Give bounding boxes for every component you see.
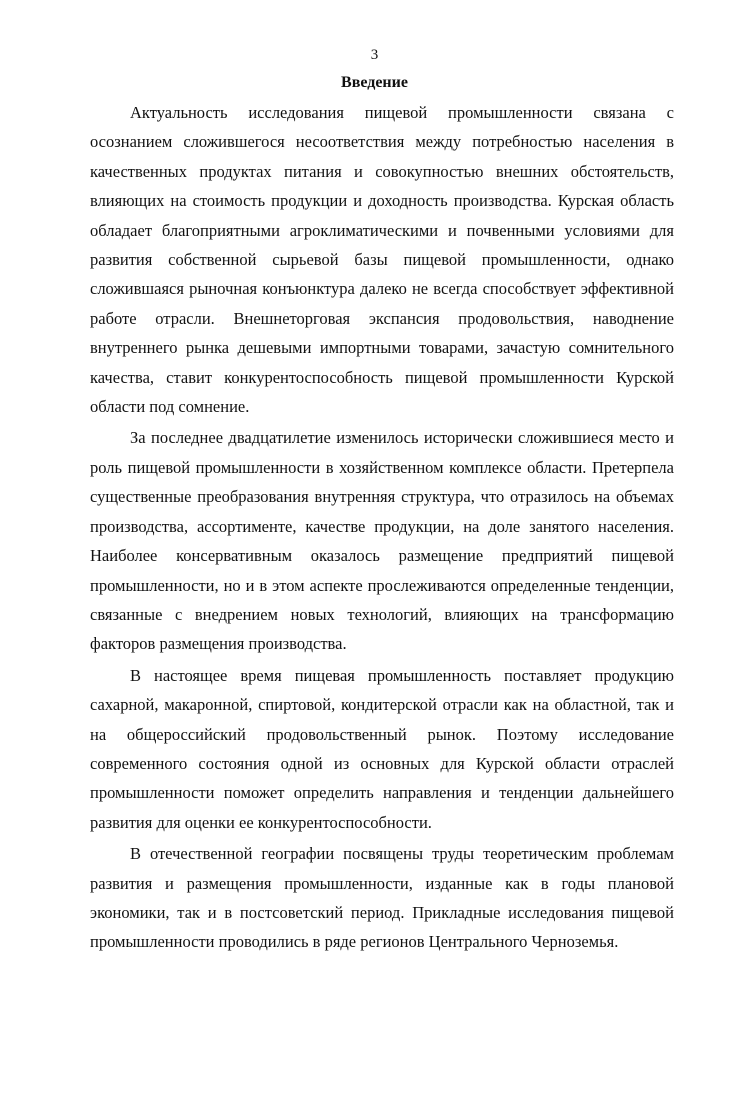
- paragraph: В отечественной географии посвящены труды теоретическим проблемам развития и размещения промышленности, изданные как в годы плановой экономики, так и в постсоветский период. Прикладные исследования пищевой промышленности проводились в ряде регионов Центрального Черноземья.: [90, 844, 674, 952]
- section-heading: Введение: [341, 74, 408, 91]
- paragraph: В настоящее время пищевая промышленность поставляет продукцию сахарной, макаронной, спиртовой, кондитерской отрасли как на областной, так и на общероссийский продовольственный рынок. Поэтому исследование современного состояния одной из основных для Курской области отраслей промышленности поможет определить направления и тенденции дальнейшего развития для оценки ее конкурентоспособности.: [90, 665, 674, 832]
- paragraph: Актуальность исследования пищевой промышленности связана с осознанием сложившегося несоответствия между потребностью населения в качественных продуктах питания и совокупностью внешних обстоятельств, влияющих на стоимость продукции и доходность производства. Курская область обладает благоприятными агроклиматическими и почвенными условиями для развития собственной сырьевой базы пищевой промышленности, однако сложившаяся рыночная конъюнктура далеко не всегда способствует эффективной работе отрасли. Внешнеторговая экспансия продовольствия, наводнение внутреннего рынка дешевыми импортными товарами, зачастую сомнительного качества, ставит конкурентоспособность пищевой промышленности Курской области под сомнение.: [90, 103, 674, 417]
- paragraph: За последнее двадцатилетие изменилось исторически сложившиеся место и роль пищевой промышленности в хозяйственном комплексе области. Претерпела существенные преобразования внутренняя структура, что отразилось на объемах производства, ассортименте, качестве продукции, на доле занятого населения. Наиболее консервативным оказалось размещение предприятий пищевой промышленности, но и в этом аспекте прослеживаются определенные тенденции, связанные с внедрением новых технологий, влияющих на трансформацию факторов размещения производства.: [90, 428, 674, 654]
- body-text: [90, 98, 674, 957]
- page-number: 3: [370, 47, 379, 63]
